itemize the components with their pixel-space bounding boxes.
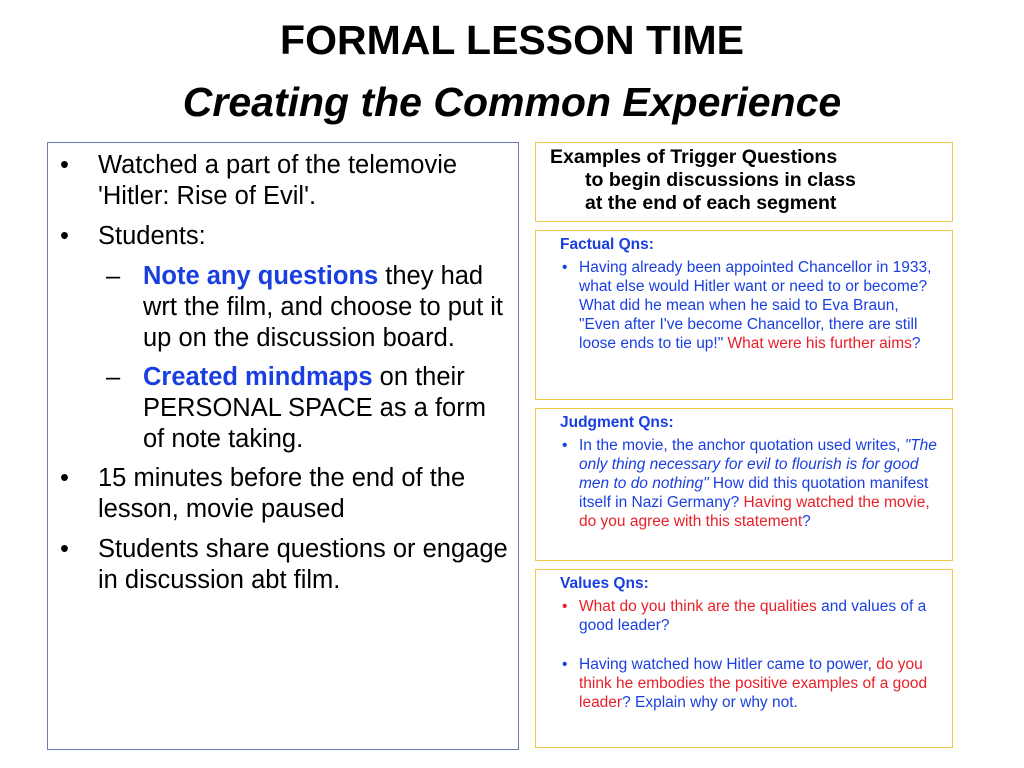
bullet-text: Students: [98, 222, 206, 250]
subbullet-highlight: Created mindmaps [143, 363, 373, 391]
question-highlight: What do you think are the qualities [579, 598, 817, 615]
subbullet-note-questions [48, 261, 520, 354]
bullet-marker: • [562, 656, 568, 673]
judgment-heading: Judgment Qns: [560, 414, 674, 431]
values-questions-box [535, 569, 953, 748]
bullet-marker: • [60, 151, 69, 179]
question-end: ? [802, 513, 811, 530]
factual-questions-box [535, 230, 953, 400]
question-highlight: What were his further aims [727, 335, 912, 352]
bullet-movie-paused [48, 463, 520, 525]
dash-marker: – [106, 363, 121, 391]
question-text: and values of a good leader? [579, 598, 927, 634]
trigger-questions-heading [550, 146, 950, 215]
values-list [536, 597, 950, 712]
bullet-text: Students share questions or engage in discussion abt film. [98, 535, 508, 594]
values-heading: Values Qns: [560, 575, 649, 592]
trigger-line: to begin discussions in class [585, 169, 856, 191]
subbullet-text: on their PERSONAL SPACE as a form of note taking. [143, 363, 486, 453]
factual-heading: Factual Qns: [560, 236, 654, 253]
question-text: Having watched how Hitler came to power, [579, 656, 877, 673]
trigger-line: at the end of each segment [585, 192, 837, 214]
factual-list [536, 258, 950, 353]
values-question [536, 655, 950, 712]
question-highlight: Having watched the movie, do you agree with this statement [579, 494, 930, 530]
subbullet-mindmaps [48, 362, 520, 455]
question-text: How did this quotation manifest itself in Nazi Germany? [579, 475, 929, 511]
question-highlight: do you think he embodies the positive examples of a good leader [579, 656, 928, 711]
judgment-question [536, 436, 950, 531]
values-question [536, 597, 950, 635]
question-end: ? [911, 335, 921, 352]
subbullet-text: they had wrt the film, and choose to put it up on the discussion board. [143, 262, 504, 352]
bullet-marker: • [562, 437, 568, 454]
trigger-line: Examples of Trigger Questions [550, 146, 838, 168]
bullet-text: 15 minutes before the end of the lesson, movie paused [98, 464, 466, 523]
bullet-watched [48, 150, 520, 212]
bullet-marker: • [562, 259, 568, 276]
lesson-description-box [47, 142, 519, 750]
lesson-bullet-list [48, 150, 520, 605]
question-text: Having already been appointed Chancellor in 1933, what else would Hitler want or need to or become? What did he mean when he said to Eva Braun, "Even after I've become Chancellor, there are still loose ends to tie up!" [579, 259, 932, 352]
trigger-questions-header-box [535, 142, 953, 222]
bullet-students [48, 221, 520, 252]
page-subtitle: Creating the Common Experience [182, 79, 842, 125]
page-title: FORMAL LESSON TIME [280, 17, 744, 63]
subbullet-highlight: Note any questions [143, 262, 379, 290]
bullet-marker: • [562, 598, 568, 615]
bullet-marker: • [60, 535, 69, 563]
judgment-list [536, 436, 950, 531]
question-end: ? Explain why or why not. [622, 694, 798, 711]
bullet-marker: • [60, 222, 69, 250]
factual-question [536, 258, 950, 353]
bullet-marker: • [60, 464, 69, 492]
judgment-questions-box [535, 408, 953, 561]
bullet-text: Watched a part of the telemovie 'Hitler: Rise of Evil'. [98, 151, 458, 210]
anchor-quotation: "The only thing necessary for evil to flourish is for good men to do nothing" [579, 437, 937, 492]
dash-marker: – [106, 262, 121, 290]
question-text: In the movie, the anchor quotation used writes, [579, 437, 905, 454]
bullet-share-questions [48, 534, 520, 596]
